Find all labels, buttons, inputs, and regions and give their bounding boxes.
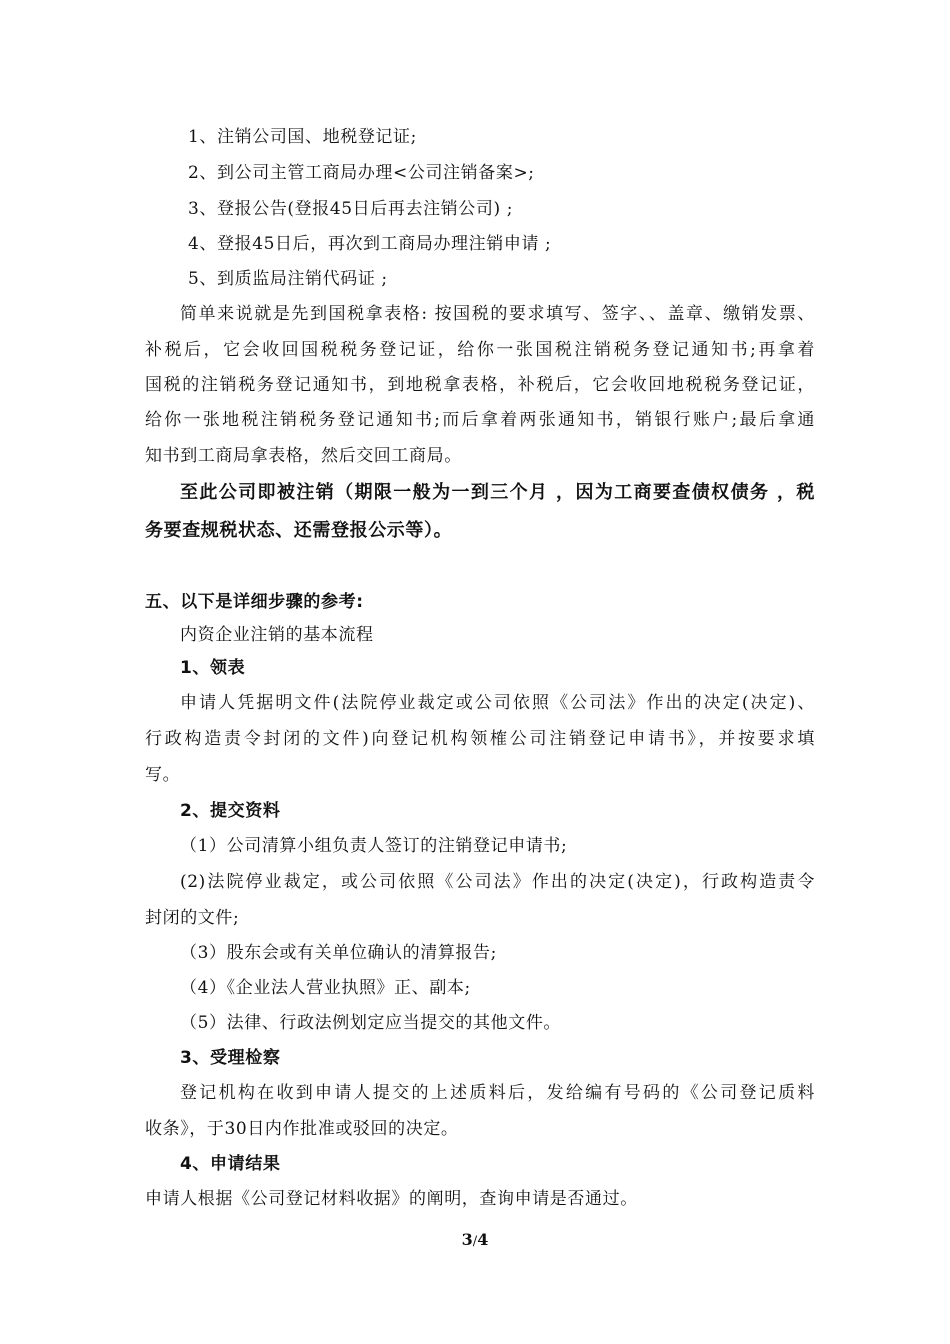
list-item: 封闭的文件; xyxy=(145,908,240,928)
list-item: 1、注销公司国、地税登记证; xyxy=(188,127,417,147)
section-heading: 五、以下是详细步骤的参考: xyxy=(145,592,364,612)
page-number xyxy=(0,1230,950,1249)
total-pages: 4 xyxy=(477,1230,489,1249)
summary-line: 国税的注销税务登记通知书，到地税拿表格，补税后，它会收回地税税务登记证， xyxy=(145,375,815,395)
step-text-line: 写。 xyxy=(145,765,181,785)
list-item: （1）公司清算小组负责人签订的注销登记申请书; xyxy=(180,836,568,856)
summary-line: 给你一张地税注销税务登记通知书;而后拿着两张通知书，销银行账户;最后拿通 xyxy=(145,410,815,430)
list-item: 2、到公司主管工商局办理<公司注销备案>; xyxy=(188,163,535,183)
current-page: 3 xyxy=(461,1230,473,1249)
bold-note-line: 务要查规税状态、还需登报公示等）。 xyxy=(145,520,453,541)
summary-line: 简单来说就是先到国税拿表格: 按国税的要求填写、签字、、盖章、缴销发票、 xyxy=(180,304,815,324)
step-heading: 3、受理检察 xyxy=(180,1048,281,1068)
list-item: （4）《企业法人营业执照》正、副本; xyxy=(180,978,471,998)
step-text-line: 登记机构在收到申请人提交的上述质料后，发给编有号码的《公司登记质料 xyxy=(180,1083,815,1103)
list-item: 4、登报45日后，再次到工商局办理注销申请 ; xyxy=(188,234,552,254)
bold-note-line: 至此公司即被注销（期限一般为一到三个月 ，因为工商要查债权债务 ，税 xyxy=(180,482,815,503)
step-text-line: 申请人凭据明文件(法院停业裁定或公司依照《公司法》作出的决定(决定)、 xyxy=(180,693,815,713)
step-text-line: 收条》，于30日内作批准或驳回的决定。 xyxy=(145,1119,459,1139)
list-item: （3）股东会或有关单位确认的清算报告; xyxy=(180,943,497,963)
list-item: 5、到质监局注销代码证 ; xyxy=(188,269,388,289)
page-separator: / xyxy=(472,1234,478,1249)
list-item: 3、登报公告(登报45日后再去注销公司) ; xyxy=(188,199,514,219)
step-text-line: 行政构造责令封闭的文件)向登记机构领榷公司注销登记申请书》，并按要求填 xyxy=(145,729,815,749)
step-heading: 4、申请结果 xyxy=(180,1154,281,1174)
process-title: 内资企业注销的基本流程 xyxy=(180,625,374,645)
summary-line: 补税后，它会收回国税税务登记证，给你一张国税注销税务登记通知书;再拿着 xyxy=(145,340,815,360)
list-item: (2)法院停业裁定，或公司依照《公司法》作出的决定(决定)，行政构造责令 xyxy=(180,872,815,892)
summary-line: 知书到工商局拿表格，然后交回工商局。 xyxy=(145,446,462,466)
step-text-line: 申请人根据《公司登记材料收据》的阐明，查询申请是否通过。 xyxy=(145,1189,638,1209)
step-heading: 1、领表 xyxy=(180,658,246,678)
list-item: （5）法律、行政法例划定应当提交的其他文件。 xyxy=(180,1013,562,1033)
step-heading: 2、提交资料 xyxy=(180,801,281,821)
